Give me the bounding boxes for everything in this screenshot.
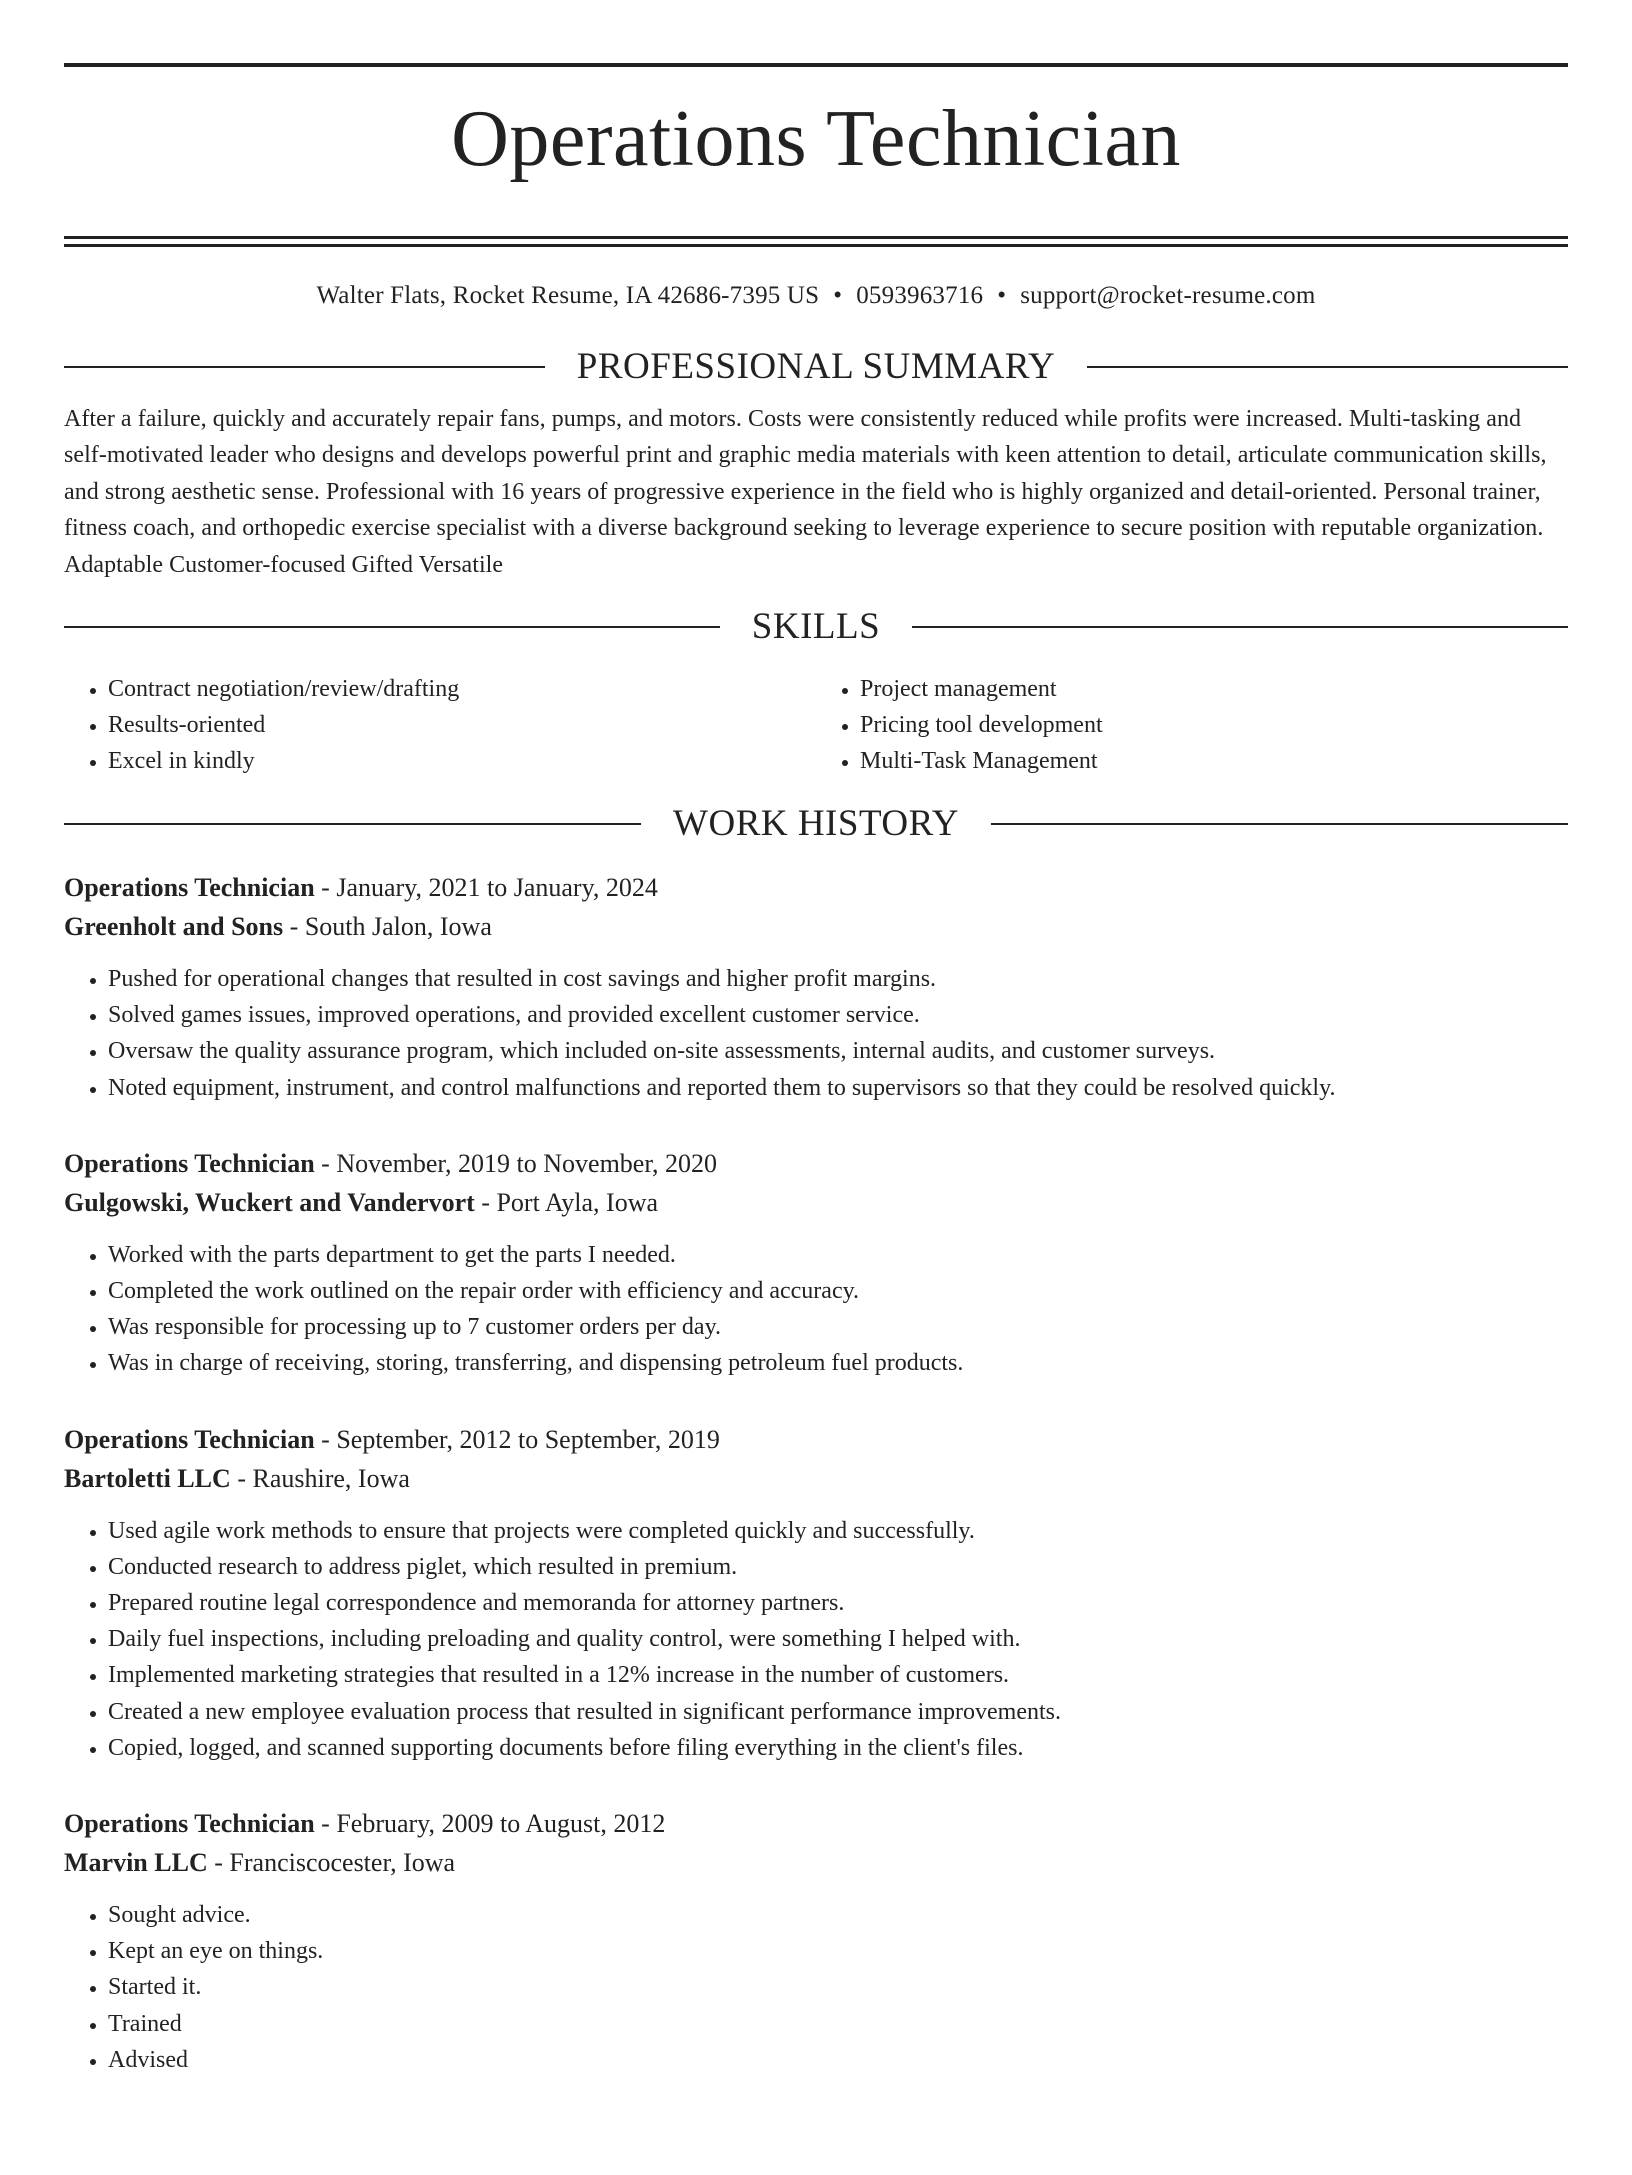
skill-item: • Multi-Task Management xyxy=(860,743,1568,779)
job-bullets xyxy=(64,1237,1568,1382)
dash: - xyxy=(207,1848,230,1878)
job-location: Raushire, Iowa xyxy=(252,1463,410,1493)
job-title: Operations Technician xyxy=(64,1148,315,1178)
job-bullets xyxy=(64,1897,1568,2078)
job-bullet: • Daily fuel inspections, including preloading and quality control, were something I helped with. xyxy=(108,1621,1568,1657)
job-title: Operations Technician xyxy=(64,1809,315,1839)
job-entry xyxy=(64,1420,1568,1766)
resume-title: Operations Technician xyxy=(451,95,1181,183)
job-bullet: • Copied, logged, and scanned supporting documents before filing everything in the client's files. xyxy=(108,1730,1568,1766)
contact-separator: • xyxy=(833,282,843,309)
job-bullet: • Noted equipment, instrument, and control malfunctions and reported them to supervisors so that they could be resolved quickly. xyxy=(108,1070,1568,1106)
job-bullets xyxy=(64,961,1568,1106)
skill-item: • Pricing tool development xyxy=(860,707,1568,743)
job-location: Port Ayla, Iowa xyxy=(496,1187,659,1217)
job-bullet: • Worked with the parts department to get the parts I needed. xyxy=(108,1237,1568,1273)
contact-line xyxy=(64,280,1568,312)
job-title-line xyxy=(64,1144,1568,1184)
skills-list xyxy=(64,671,1568,779)
job-bullet: • Pushed for operational changes that resulted in cost savings and higher profit margins. xyxy=(108,961,1568,997)
heading-rule xyxy=(64,626,720,628)
job-bullet: • Solved games issues, improved operations, and provided excellent customer service. xyxy=(108,997,1568,1033)
summary-text: After a failure, quickly and accurately repair fans, pumps, and motors. Costs were consistently reduced while profits were increased. Multi-tasking and self-motivated leader who designs and develops powerful print and graphic media materials with keen attention to detail, articulate communication skills, and strong aesthetic sense. Professional with 16 years of progressive experience in the field who is highly organized and detail-oriented. Personal trainer, fitness coach, and orthopedic exercise specialist with a diverse background seeking to leverage experience to secure position with reputable organization. Adaptable Customer-focused Gifted Versatile xyxy=(64,406,1547,578)
job-title-line xyxy=(64,1420,1568,1460)
summary-heading-label: PROFESSIONAL SUMMARY xyxy=(576,346,1056,387)
job-company: Gulgowski, Wuckert and Vandervort xyxy=(64,1187,475,1217)
job-dates: January, 2021 to January, 2024 xyxy=(336,873,658,903)
skill-item: • Project management xyxy=(860,671,1568,707)
work-history-heading xyxy=(64,802,1568,846)
job-dates: February, 2009 to August, 2012 xyxy=(336,1809,666,1839)
skills-heading-label: SKILLS xyxy=(751,606,881,648)
work-history-heading-label: WORK HISTORY xyxy=(673,803,959,845)
job-bullet: • Conducted research to address piglet, which resulted in premium. xyxy=(108,1549,1568,1585)
job-dates: September, 2012 to September, 2019 xyxy=(336,1424,720,1454)
job-bullet: • Used agile work methods to ensure that projects were completed quickly and successfully. xyxy=(108,1513,1568,1549)
contact-email: support@rocket-resume.com xyxy=(1020,282,1316,309)
dash: - xyxy=(314,1809,337,1839)
dash: - xyxy=(474,1187,497,1217)
job-bullet: • Prepared routine legal correspondence and memoranda for attorney partners. xyxy=(108,1585,1568,1621)
job-bullet: • Oversaw the quality assurance program, which included on-site assessments, internal audits, and customer surveys. xyxy=(108,1033,1568,1069)
job-bullet: • Created a new employee evaluation process that resulted in significant performance improvements. xyxy=(108,1694,1568,1730)
job-bullet: • Implemented marketing strategies that resulted in a 12% increase in the number of customers. xyxy=(108,1657,1568,1693)
job-title: Operations Technician xyxy=(64,873,315,903)
job-company: Bartoletti LLC xyxy=(64,1463,231,1493)
dash: - xyxy=(314,873,337,903)
job-bullet: • Sought advice. xyxy=(108,1897,1568,1933)
job-bullets xyxy=(64,1513,1568,1766)
job-bullet: • Kept an eye on things. xyxy=(108,1933,1568,1969)
heading-rule xyxy=(912,626,1568,628)
resume-page xyxy=(0,63,1632,2175)
job-company: Greenholt and Sons xyxy=(64,912,284,942)
job-bullet: • Advised xyxy=(108,2042,1568,2078)
heading-rule xyxy=(991,823,1568,825)
heading-rule xyxy=(1087,366,1568,368)
job-company-line xyxy=(64,1460,1568,1498)
job-bullet: • Was responsible for processing up to 7 customer orders per day. xyxy=(108,1309,1568,1345)
skill-item: • Results-oriented xyxy=(108,707,816,743)
job-title-line xyxy=(64,1804,1568,1844)
job-bullet: • Trained xyxy=(108,2006,1568,2042)
job-company-line xyxy=(64,1184,1568,1222)
job-dates: November, 2019 to November, 2020 xyxy=(336,1148,717,1178)
heading-rule xyxy=(64,823,641,825)
job-location: Franciscocester, Iowa xyxy=(229,1848,456,1878)
job-bullet: • Completed the work outlined on the repair order with efficiency and accuracy. xyxy=(108,1273,1568,1309)
job-company: Marvin LLC xyxy=(64,1848,208,1878)
job-title-line xyxy=(64,868,1568,908)
dash: - xyxy=(283,912,305,942)
dash: - xyxy=(230,1463,253,1493)
job-location: South Jalon, Iowa xyxy=(304,912,492,942)
skill-item: • Contract negotiation/review/drafting xyxy=(108,671,816,707)
job-entry xyxy=(64,1804,1568,2078)
job-bullet: • Started it. xyxy=(108,1969,1568,2005)
skills-heading xyxy=(64,605,1568,649)
job-bullet: • Was in charge of receiving, storing, transferring, and dispensing petroleum fuel products. xyxy=(108,1345,1568,1381)
job-entry xyxy=(64,1144,1568,1382)
title-double-rule xyxy=(64,236,1568,247)
dash: - xyxy=(314,1424,337,1454)
skills-column-right xyxy=(816,671,1568,779)
job-company-line xyxy=(64,908,1568,946)
dash: - xyxy=(314,1148,337,1178)
skills-column-left xyxy=(64,671,816,779)
summary-heading xyxy=(64,345,1568,389)
heading-rule xyxy=(64,366,545,368)
contact-separator: • xyxy=(997,282,1007,309)
job-company-line xyxy=(64,1844,1568,1882)
job-title: Operations Technician xyxy=(64,1424,315,1454)
job-entry xyxy=(64,868,1568,1106)
contact-phone: 0593963716 xyxy=(856,282,984,309)
contact-address: Walter Flats, Rocket Resume, IA 42686-7395 US xyxy=(316,282,820,309)
skill-item: • Excel in kindly xyxy=(108,743,816,779)
